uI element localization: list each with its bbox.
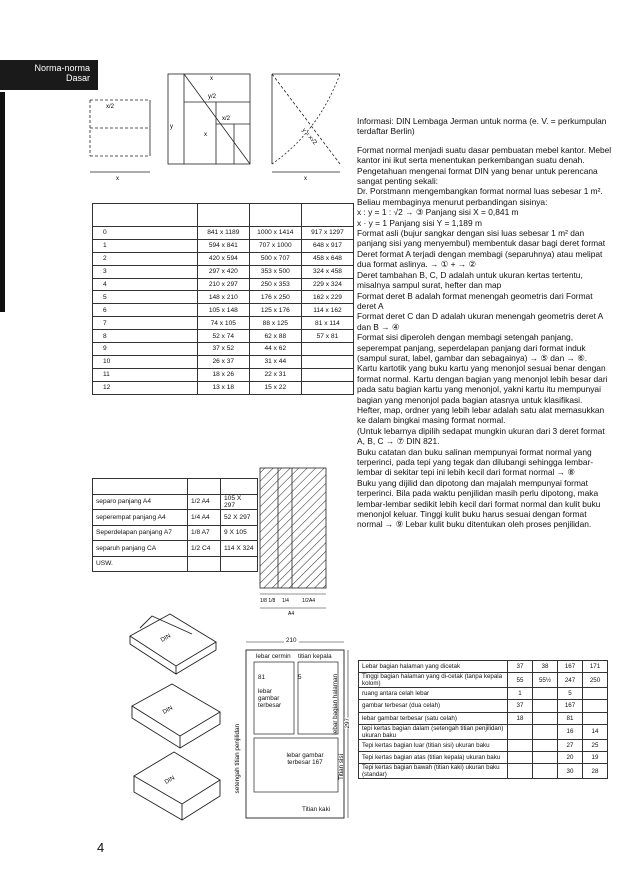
table-cell: 420 x 594 [197, 252, 249, 265]
table-cell: 30 [558, 764, 583, 779]
table-cell: 52 x 74 [197, 330, 249, 343]
table-row [93, 291, 354, 304]
table-cell: 8 [93, 330, 198, 343]
para-deret-bcd: Deret tambahan B, C, D adalah untuk ukuran kertas tertentu, misalnya sampul surat, hefter dan map [357, 269, 583, 291]
diagram-half-fold [90, 100, 150, 172]
table-cell: 55 [508, 673, 533, 688]
envelope-table [92, 478, 258, 572]
page-top-label-2: titian kepala [298, 653, 332, 660]
table-cell: 1000 x 1414 [249, 227, 301, 240]
table-row [93, 343, 354, 356]
table-cell: 14 [583, 724, 608, 739]
para-lebar: (Untuk lebarnya dipilih sedapat mungkin ukuran dari 3 deret format A, B, C → ⑦ DIN 821. [357, 425, 605, 447]
page-side-right-2: Titian sisi [338, 754, 345, 781]
table-cell: 9 [93, 343, 198, 356]
table-header-row [93, 479, 258, 495]
table-cell: 88 x 125 [249, 317, 301, 330]
page-top-label: lebar cermin [256, 653, 291, 660]
table-row [359, 673, 608, 688]
table-cell: gambar terbesar (dua celah) [359, 700, 508, 712]
table-cell: USW. [93, 556, 188, 572]
body-text [357, 116, 612, 530]
table-cell: 1/4 A4 [188, 510, 221, 526]
iso-table-body [93, 227, 354, 395]
table-cell: 62 x 88 [249, 330, 301, 343]
table-cell: 5 [558, 688, 583, 700]
table-cell: 648 x 917 [301, 239, 353, 252]
table-cell: 167 [558, 700, 583, 712]
table-cell [221, 556, 258, 572]
table-cell: 27 [558, 739, 583, 751]
table-cell: Tepi kertas bagian luar (titian sisi) ukuran baku [359, 739, 508, 751]
table-row [93, 304, 354, 317]
para-format-sisi: Format sisi diperoleh dengan membagi setengah panjang, seperempat panjang, seperdelapan panjang dari format induk (sampul surat, label, gambar dan sebagainya) → ⑤ dan → ⑥. [357, 332, 588, 363]
para-info: Informasi: DIN Lembaga Jerman untuk norma (e. V. = perkumpulan terdaftar Berlin) [357, 116, 607, 137]
table-row [93, 239, 354, 252]
table-cell [508, 764, 533, 779]
table-row [93, 265, 354, 278]
table-cell: 15 x 22 [249, 381, 301, 394]
table-cell: 26 x 37 [197, 355, 249, 368]
table-cell: 1 [93, 239, 198, 252]
table-cell [583, 712, 608, 724]
table-cell: 707 x 1000 [249, 239, 301, 252]
table-cell: 16 [558, 724, 583, 739]
table-cell: 4 [93, 278, 198, 291]
label-x-4: x [304, 176, 307, 182]
para-deret-b: Format deret B adalah format menengah geometris dari Format deret A [357, 290, 593, 311]
table-cell: 458 x 648 [301, 252, 353, 265]
table-cell: tepi kertas bagian dalam (setengah titian penjilidan) ukuran baku [359, 724, 508, 739]
table-row [359, 764, 608, 779]
page-side-left: setengah titian penjilidan [234, 724, 241, 794]
label-half-x: x/2 [106, 104, 115, 110]
table-cell [533, 688, 558, 700]
table-cell: 81 x 114 [301, 317, 353, 330]
table-cell [533, 764, 558, 779]
page-n81: 81 [258, 674, 266, 681]
table-row [93, 494, 258, 510]
table-cell [301, 381, 353, 394]
table-cell: 250 [583, 673, 608, 688]
label-half-y: y/2 [208, 94, 217, 100]
table-cell: 1/8 A7 [188, 525, 221, 541]
table-cell: 250 x 353 [249, 278, 301, 291]
diagram-ratio [272, 74, 340, 172]
table-cell: 594 x 841 [197, 239, 249, 252]
table-cell [583, 700, 608, 712]
table-cell [301, 343, 353, 356]
label-x-1: x [116, 176, 119, 182]
label-x-2: x [204, 132, 207, 138]
table-cell: separo panjang A4 [93, 494, 188, 510]
book-sketch-3 [134, 752, 220, 820]
din-label-1: DIN [160, 633, 172, 644]
table-cell: 74 x 105 [197, 317, 249, 330]
table-cell [188, 556, 221, 572]
table-header-row [93, 204, 354, 227]
table-cell: 841 x 1189 [197, 227, 249, 240]
table-cell: 57 x 81 [301, 330, 353, 343]
para-porstmann: Dr. Porstmann mengembangkan format normal luas sebesar 1 m². Beliau membaginya menurut perbandingan sisinya: [357, 186, 603, 207]
table-cell: Tepi kertas bagian bawah (titian kaki) ukuran baku (standar) [359, 764, 508, 779]
label-x-3: x [210, 76, 213, 82]
table-cell: 55½ [533, 673, 558, 688]
table-row [93, 510, 258, 526]
table-row [93, 556, 258, 572]
table-cell [508, 751, 533, 763]
table-cell: Tepi kertas bagian atas (titian kepala) ukuran baku [359, 751, 508, 763]
table-cell: 13 x 18 [197, 381, 249, 394]
table-cell: 229 x 324 [301, 278, 353, 291]
table-cell: 105 X 297 [221, 494, 258, 510]
table-cell: 22 x 31 [249, 368, 301, 381]
left-edge-bar [0, 92, 5, 312]
para-deret-a: Deret format A terjadi dengan membagi (separuhnya) atau melipat dua format aslinya. → ① + → ② [357, 248, 603, 270]
table-cell: 44 x 62 [249, 343, 301, 356]
table-cell: lebar gambar terbesar (satu celah) [359, 712, 508, 724]
equation-2: x · y = 1 Panjang sisi Y = 1,189 m [357, 217, 482, 228]
page-side-right: lebar bagian halaman [332, 674, 339, 735]
table-cell: 37 [508, 700, 533, 712]
table-cell: 148 x 210 [197, 291, 249, 304]
table-cell: 11 [93, 368, 198, 381]
table-cell: 37 x 52 [197, 343, 249, 356]
table-cell: 6 [93, 304, 198, 317]
table-cell: seperempat panjang A4 [93, 510, 188, 526]
table-row [359, 751, 608, 763]
table-cell: 37 [508, 661, 533, 673]
section-tab-line2: Dasar [65, 73, 90, 83]
book-sketch-1 [130, 614, 216, 674]
table-cell: 125 x 176 [249, 304, 301, 317]
label-ratio: y = x√2 [300, 127, 318, 147]
table-cell: 25 [583, 739, 608, 751]
table-cell: 12 [93, 381, 198, 394]
label-half-x-2: x/2 [222, 116, 231, 122]
table-row [359, 724, 608, 739]
para-hefter: Hefter, map, ordner yang lebih lebar adalah satu alat memasukkan ke dalam bingkai masing format normal. [357, 404, 605, 426]
table-cell: 19 [583, 751, 608, 763]
din-label-2: DIN [162, 705, 174, 716]
table-cell: 210 x 297 [197, 278, 249, 291]
table-cell: 3 [93, 265, 198, 278]
table-cell: 10 [93, 355, 198, 368]
page-number: 4 [97, 840, 105, 855]
table-cell: 0 [93, 227, 198, 240]
table-row [359, 739, 608, 751]
folder-hatch-figure [258, 466, 330, 616]
table-cell: 917 x 1297 [301, 227, 353, 240]
iso-format-table [92, 203, 354, 395]
table-cell: 297 x 420 [197, 265, 249, 278]
table-cell [301, 368, 353, 381]
table-cell: 500 x 707 [249, 252, 301, 265]
table-cell: 9 X 105 [221, 525, 258, 541]
table-row [93, 278, 354, 291]
table-cell: 114 x 162 [301, 304, 353, 317]
table-row [359, 712, 608, 724]
book-sketch-2 [132, 684, 220, 748]
table-cell: separuh panjang CA [93, 541, 188, 557]
equation-1: x : y = 1 : √2 → ③ Panjang sisi X = 0,841 m [357, 207, 519, 218]
table-cell: ruang antara celah lebar [359, 688, 508, 700]
table-row [93, 381, 354, 394]
table-cell: 52 X 297 [221, 510, 258, 526]
table-row [93, 368, 354, 381]
envelope-table-body [93, 494, 258, 572]
book-sketches [112, 606, 232, 832]
table-cell: 162 x 229 [301, 291, 353, 304]
table-row [93, 252, 354, 265]
folder-label-half: 1/2A4 [302, 598, 316, 604]
section-tab-line1: Norma-norma [34, 63, 90, 73]
table-cell [301, 355, 353, 368]
table-cell: 247 [558, 673, 583, 688]
table-row [93, 227, 354, 240]
table-cell: 81 [558, 712, 583, 724]
para-buku-catatan: Buku catatan dan buku salinan mempunyai format normal yang terperinci, pada tepi yang tegak dan dilubangi sehingga lembar-lembar di sekitar tepi ini lebih kecil dari format normal → ⑧ [357, 446, 594, 478]
margin-table [358, 660, 608, 779]
section-tab [0, 60, 98, 90]
table-row [359, 661, 608, 673]
table-cell: 18 [508, 712, 533, 724]
page-width-label: 210 [286, 637, 297, 644]
table-cell [508, 724, 533, 739]
table-cell: 1/2 A4 [188, 494, 221, 510]
table-row [93, 525, 258, 541]
table-cell: 353 x 500 [249, 265, 301, 278]
table-cell: 5 [93, 291, 198, 304]
table-cell [533, 751, 558, 763]
table-cell [508, 739, 533, 751]
table-cell: Lebar bagian halaman yang dicetak [359, 661, 508, 673]
diagram-subdivision [168, 74, 250, 164]
table-cell: 114 X 324 [221, 541, 258, 557]
table-cell: 171 [583, 661, 608, 673]
table-row [93, 330, 354, 343]
table-cell [533, 739, 558, 751]
table-cell [533, 700, 558, 712]
page-inner-label-2: lebar gambar terbesar 167 [286, 752, 324, 766]
page-n5: 5 [298, 674, 302, 681]
table-row [359, 700, 608, 712]
table-cell [583, 688, 608, 700]
para-format-asli: Format asli (bujur sangkar dengan sisi luas sebesar 1 m² dan panjang sisi yang menyembul) membentuk dasar bagi deret format [357, 228, 606, 249]
table-row [93, 317, 354, 330]
table-cell: 176 x 250 [249, 291, 301, 304]
table-cell: 20 [558, 751, 583, 763]
table-row [93, 355, 354, 368]
para-deret-cd: Format deret C dan D adalah ukuran menengah geometris deret A dan B → ④ [357, 311, 603, 332]
table-row [359, 688, 608, 700]
table-cell: 7 [93, 317, 198, 330]
page-height-label: 297 [344, 718, 351, 729]
table-cell: Seperdelapan panjang A7 [93, 525, 188, 541]
folder-label-a4: A4 [288, 611, 295, 616]
table-cell: 31 x 44 [249, 355, 301, 368]
table-cell: 167 [558, 661, 583, 673]
table-cell: 105 x 148 [197, 304, 249, 317]
folder-label-eighth: 1/8 1/8 [260, 598, 276, 604]
para-kartu: Kartu kartotik yang buku kartu yang menonjol sesuai benar dengan format normal. Kartu dengan bagian yang menonjol lebih besar dari pada satu bagian kartu yang menonjol, yakni kartu itu mempunyai bagian yang menonjol pada bagian atasnya untuk klasifikasi. [357, 363, 608, 405]
label-y-1: y [170, 124, 173, 130]
format-diagrams [88, 72, 348, 184]
din-label-3: DIN [164, 775, 176, 786]
page-bottom-label: Titian kaki [302, 806, 331, 813]
para-buku-jilid: Buku yang dijilid dan dipotong dan majalah mempunyai format terperinci. Bila pada waktu penjilidan masih perlu dipotong, maka lembar-lembar sedikit lebih kecil dari format normal dan kulit buku menonjol keluar. Tinggi kulit buku harus sesuai dengan format normal → ⑨ Lebar kulit buku ditentukan oleh proses penjilidan. [357, 477, 601, 530]
table-cell: Tinggi bagian halaman yang di-cetak (tanpa kepala kolom) [359, 673, 508, 688]
table-row [93, 541, 258, 557]
table-cell: 18 x 26 [197, 368, 249, 381]
page-inner-label: lebar gambar terbesar [258, 688, 282, 709]
table-cell: 2 [93, 252, 198, 265]
table-cell: 1 [508, 688, 533, 700]
table-cell: 1/2 C4 [188, 541, 221, 557]
margin-table-body [359, 661, 608, 779]
table-cell: 324 x 458 [301, 265, 353, 278]
table-cell: 28 [583, 764, 608, 779]
table-cell [533, 724, 558, 739]
table-cell: 38 [533, 661, 558, 673]
table-cell [533, 712, 558, 724]
para-intro: Format normal menjadi suatu dasar pembuatan mebel kantor. Mebel kantor ini ikut serta menentukan perkembangan suatu denah. Pengetahuan mengenai format DIN yang benar untuk perencana sangat penting sekali: [357, 144, 612, 187]
folder-label-quarter: 1/4 [282, 598, 289, 604]
page-margin-figure [232, 634, 352, 824]
